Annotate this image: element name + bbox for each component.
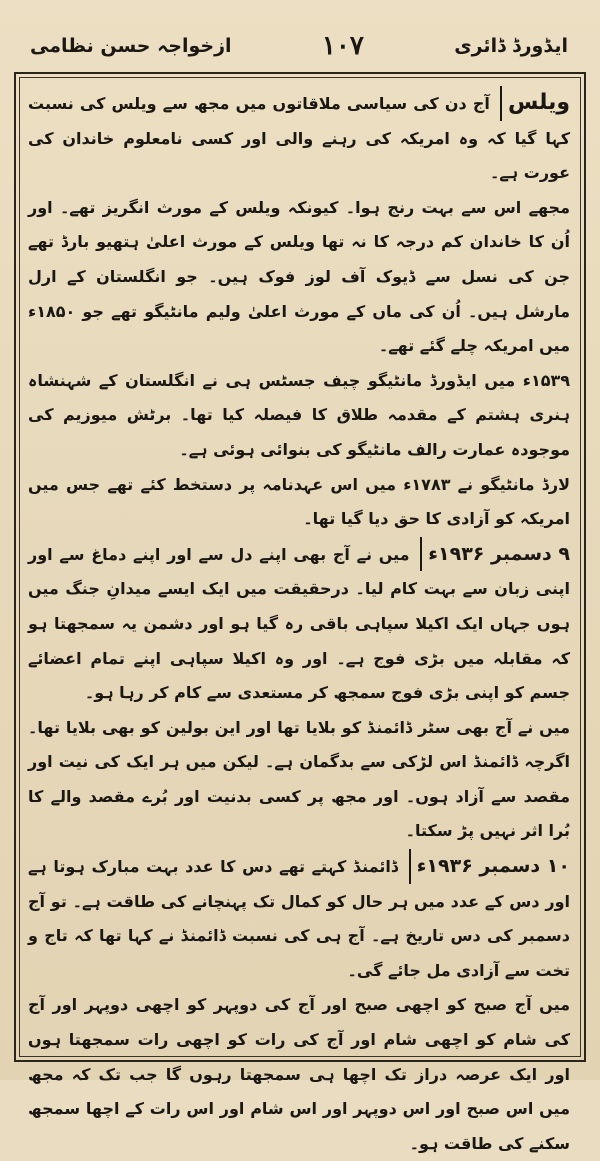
paragraph bbox=[28, 988, 570, 1161]
diary-date: ۹ دسمبر ۱۹۳۶ء bbox=[420, 537, 570, 572]
paragraph bbox=[28, 537, 570, 711]
paragraph bbox=[28, 849, 570, 988]
header-title: ایڈورڈ ڈائری bbox=[454, 35, 568, 57]
paragraph-text: مجھے اس سے بہت رنج ہوا۔ کیونکہ ویلس کے مورث انگریز تھے۔ اور اُن کا خاندان کم درجہ کا نہ تھا ویلس کے مورث اعلیٰ ہتھیو بارڈ تھے جن کی نسل سے ڈیوک آف لوز فوک ہیں۔ جو انگلستان کے ارل مارشل ہیں۔ اُن کی ماں کے مورث اعلیٰ ولیم مانٹیگو تھے جو ۱۸۵۰ء میں امریکہ چلے گئے تھے۔ bbox=[28, 197, 570, 356]
paragraph-text: میں آج صبح کو اچھی صبح اور آج کی دوپہر کو اچھی دوپہر اور آج کی شام کو اچھی شام اور آج کی رات کو اچھی رات سمجھتا ہوں اور ایک عرصہ دراز تک اچھا ہی سمجھتا رہوں گا جب تک کہ مجھ میں اس صبح اور اس دوپہر اور اس شام اور اس رات کے اچھا سمجھ سکنے کی طاقت ہو۔ bbox=[28, 995, 570, 1153]
paragraph-text: میں نے آج بھی سٹر ڈائمنڈ کو بلایا تھا اور این بولین کو بھی بلایا تھا۔ اگرچہ ڈائمنڈ اس لڑکی سے بدگمان ہے۔ لیکن میں ہر ایک کی نیت اور مقصد سے آزاد ہوں۔ اور مجھ پر کسی بدنیت اور بُرے مقصد والے کا بُرا اثر نہیں پڑ سکتا۔ bbox=[28, 717, 570, 841]
page-body bbox=[28, 86, 570, 1153]
paragraph bbox=[28, 364, 570, 468]
header-author: ازخواجہ حسن نظامی bbox=[30, 35, 232, 57]
paragraph-text: میں نے آج بھی اپنے دل سے اور اپنے دماغ سے اور اپنی زبان سے بہت کام لیا۔ درحقیقت میں ایک ایسے میدانِ جنگ میں ہوں جہاں ایک اکیلا سپاہی باقی رہ گیا ہو اور دشمن یہ سمجھتا ہو کہ مقابلہ میں بڑی فوج ہے۔ اور وہ اکیلا سپاہی اپنے تمام اعضائے جسم کو اپنی بڑی فوج سمجھ کر مستعدی سے کام کر رہا ہو۔ bbox=[28, 544, 570, 703]
paragraph bbox=[28, 86, 570, 191]
paragraph bbox=[28, 468, 570, 537]
paragraph-text: ۱۵۳۹ء میں ایڈورڈ مانٹیگو چیف جسٹس ہی نے انگلستان کے شہنشاہ ہنری ہشتم کے مقدمہ طلاق کا فیصلہ کیا تھا۔ برٹش میوزیم کی موجودہ عمارت رالف مانٹیگو کی بنوائی ہوئی ہے۔ bbox=[28, 370, 570, 459]
paragraph-text: لارڈ مانٹیگو نے ۱۷۸۳ء میں اس عہدنامہ پر دستخط کئے تھے جس میں امریکہ کو آزادی کا حق دیا گیا تھا۔ bbox=[28, 474, 570, 529]
paragraph-heading: ویلس bbox=[500, 86, 570, 121]
diary-date: ۱۰ دسمبر ۱۹۳۶ء bbox=[409, 849, 570, 884]
paragraph-text: ڈائمنڈ کہتے تھے دس کا عدد بہت مبارک ہوتا ہے اور دس کے عدد میں ہر حال کو کمال تک پہنچانے کی طاقت ہے۔ تو آج دسمبر کی دس تاریخ ہے۔ آج ہی کی نسبت ڈائمنڈ نے کہا تھا کہ تاج و تخت سے آزادی مل جائے گی۔ bbox=[28, 857, 570, 980]
paragraph bbox=[28, 191, 570, 364]
paragraph-text: آج دن کی سیاسی ملاقاتوں میں مجھ سے ویلس کی نسبت کہا گیا کہ وہ امریکہ کی رہنے والی اور کسی نامعلوم خاندان کی عورت ہے۔ bbox=[28, 94, 570, 183]
page-header bbox=[30, 28, 568, 64]
paragraph bbox=[28, 711, 570, 849]
page-number: ۱۰۷ bbox=[321, 31, 364, 61]
